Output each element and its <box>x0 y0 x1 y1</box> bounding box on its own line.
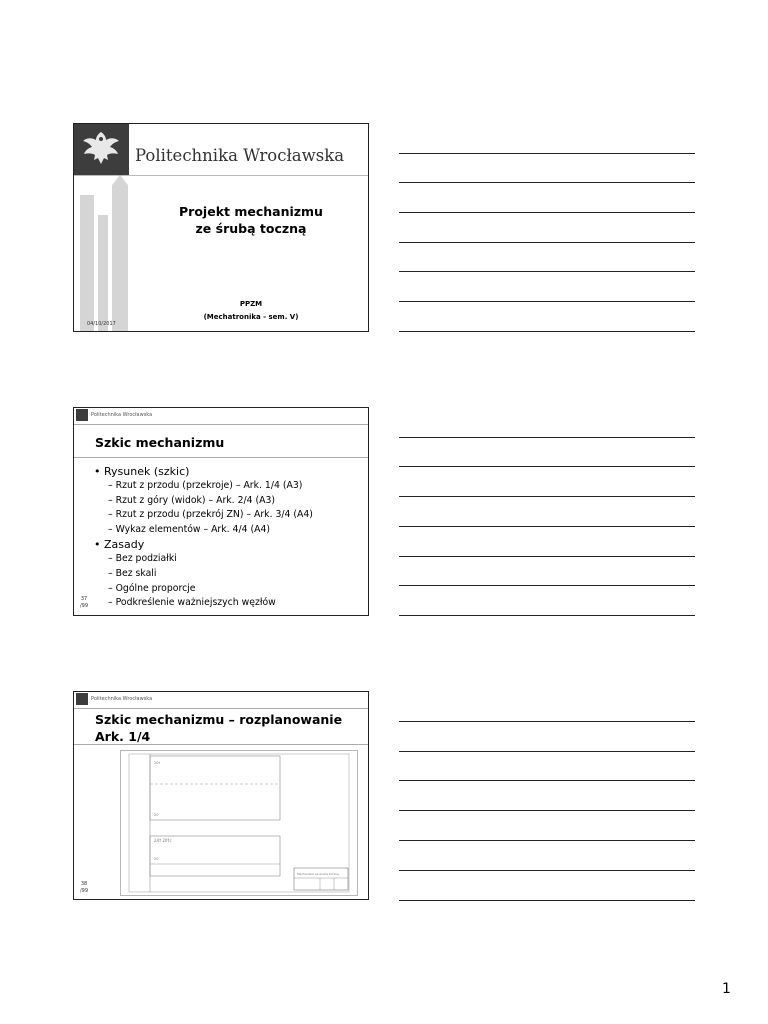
sub-bullet-item: – Rzut z przodu (przekrój ZN) – Ark. 3/4 (A4) <box>108 509 313 521</box>
slide-page-number <box>76 596 92 610</box>
title-line: Projekt mechanizmu <box>179 204 323 219</box>
eagle-crest-icon <box>76 409 88 421</box>
sheet-label-mid: 20 <box>154 813 159 817</box>
note-line <box>399 721 695 722</box>
note-line <box>399 780 695 781</box>
building-watermark <box>74 175 134 332</box>
university-name: Politechnika Wrocławska <box>135 146 345 165</box>
note-line <box>399 242 695 243</box>
slide-total: /99 <box>79 603 89 609</box>
sheet-label-lower: 24† 20†c <box>154 838 172 843</box>
eagle-crest-icon <box>74 124 129 175</box>
course-program: (Mechatronika - sem. V) <box>203 313 299 321</box>
note-line <box>399 870 695 871</box>
note-line <box>399 615 695 616</box>
note-line <box>399 526 695 527</box>
note-line <box>399 900 695 901</box>
title-line: Ark. 1/4 <box>95 729 151 744</box>
note-line <box>399 466 695 467</box>
slide-date: 04/10/2017 <box>87 321 116 327</box>
note-line <box>399 556 695 557</box>
note-line <box>399 271 695 272</box>
university-logo <box>74 124 129 175</box>
slide-sketch-mechanism <box>73 407 369 616</box>
slide-number: 38 <box>80 881 88 887</box>
note-line <box>399 751 695 752</box>
titleblock-text: Mechanizm ze śrubą toczną <box>297 872 339 876</box>
page-number: 1 <box>722 981 731 997</box>
sub-bullet-item: – Rzut z góry (widok) – Ark. 2/4 (A3) <box>108 494 276 506</box>
note-line <box>399 585 695 586</box>
title-line: ze śrubą toczną <box>195 221 307 236</box>
university-name: Politechnika Wrocławska <box>91 696 153 702</box>
note-line <box>399 182 695 183</box>
sheet-label-lower-mid: 20 <box>154 857 159 861</box>
eagle-crest-icon <box>76 693 88 705</box>
course-code: PPZM <box>239 300 263 308</box>
slide-layout-sheet <box>73 691 369 900</box>
drawing-sheet-sketch <box>120 750 358 896</box>
sub-bullet-item: – Podkreślenie ważniejszych węzłów <box>108 597 276 609</box>
note-line <box>399 496 695 497</box>
bullet-item: • Rysunek (szkic) <box>94 465 190 478</box>
sub-bullet-item: – Bez podziałki <box>108 553 177 565</box>
course-info <box>134 298 368 324</box>
note-line <box>399 301 695 302</box>
note-line <box>399 331 695 332</box>
sub-bullet-item: – Wykaz elementów – Ark. 4/4 (A4) <box>108 523 270 535</box>
note-line <box>399 437 695 438</box>
slide-header <box>74 408 368 425</box>
sheet-label-top: 20† <box>154 761 161 765</box>
note-line <box>399 153 695 154</box>
title-divider <box>74 457 368 458</box>
sub-bullet-item: – Bez skali <box>108 567 157 579</box>
title-line: Szkic mechanizmu – rozplanowanie <box>95 712 343 727</box>
bullet-list <box>94 464 364 611</box>
note-line <box>399 212 695 213</box>
slide-total: /99 <box>79 888 89 894</box>
slide-title <box>95 711 342 745</box>
bullet-item: • Zasady <box>94 538 145 552</box>
sub-bullet-item: – Ogólne proporcje <box>108 582 196 594</box>
slide-header <box>74 692 368 709</box>
university-name: Politechnika Wrocławska <box>91 412 153 418</box>
note-line <box>399 810 695 811</box>
sub-bullet-item: – Rzut z przodu (przekroje) – Ark. 1/4 (A3) <box>108 480 303 491</box>
slide-number: 37 <box>80 596 88 602</box>
title-divider <box>74 744 368 745</box>
slide-title-card <box>73 123 369 332</box>
note-line <box>399 840 695 841</box>
presentation-title <box>134 203 368 237</box>
slide-page-number <box>76 881 92 895</box>
slide-title: Szkic mechanizmu <box>95 435 225 450</box>
